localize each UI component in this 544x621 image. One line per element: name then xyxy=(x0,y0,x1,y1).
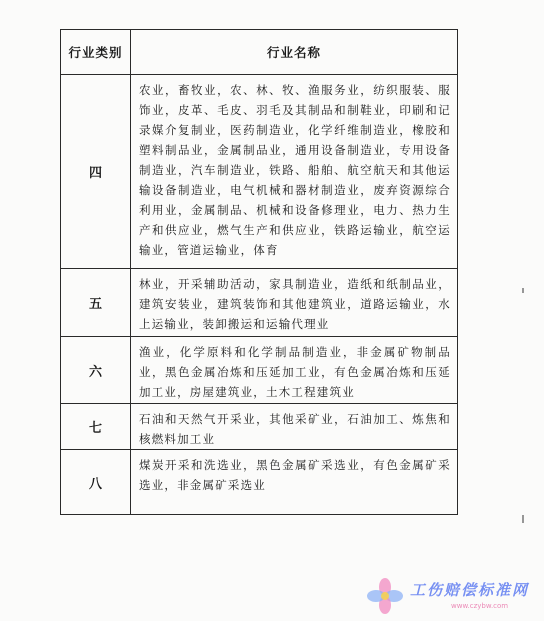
site-watermark xyxy=(365,576,544,616)
row-category: 七 xyxy=(61,404,131,450)
row-category: 六 xyxy=(61,337,131,404)
row-category: 五 xyxy=(61,269,131,337)
header-names: 行业名称 xyxy=(131,30,457,75)
row-names: 煤炭开采和洗选业，黑色金属矿采选业，有色金属矿采选业，非金属矿采选业 xyxy=(139,458,451,492)
row-category: 八 xyxy=(61,450,131,514)
watermark-title: 工伤赔偿标准网 xyxy=(410,581,530,599)
scan-mark xyxy=(522,288,524,293)
row-category: 四 xyxy=(61,75,131,269)
watermark-url: www.czybw.com xyxy=(451,602,509,610)
row-names: 石油和天然气开采业，其他采矿业，石油加工、炼焦和核燃料加工业 xyxy=(131,404,457,450)
row-names: 林业，开采辅助活动，家具制造业，造纸和纸制品业，建筑安装业，建筑装饰和其他建筑业，道路运输业，水上运输业，装卸搬运和运输代理业 xyxy=(131,269,457,337)
row-names: 农业，畜牧业，农、林、牧、渔服务业，纺织服装、服饰业，皮革、毛皮、羽毛及其制品和制鞋业，印刷和记录媒介复制业，医药制造业，化学纤维制造业，橡胶和塑料制品业，金属制品业，通用设备制造业，专用设备制造业，汽车制造业，铁路、船舶、航空航天和其他运输设备制造业，电气机械和器材制造业，废弃资源综合利用业，金属制品、机械和设备修理业，电力、热力生产和供应业，燃气生产和供应业，铁路运输业，航空运输业，管道运输业，体育 xyxy=(131,75,457,269)
flower-logo-icon xyxy=(365,576,405,616)
row-names: 渔业，化学原料和化学制品制造业，非金属矿物制品业，黑色金属冶炼和压延加工业，有色金属冶炼和压延加工业，房屋建筑业，土木工程建筑业 xyxy=(131,337,457,404)
industry-category-table xyxy=(60,29,458,515)
scan-mark xyxy=(522,515,524,523)
header-category: 行业类别 xyxy=(61,30,131,75)
